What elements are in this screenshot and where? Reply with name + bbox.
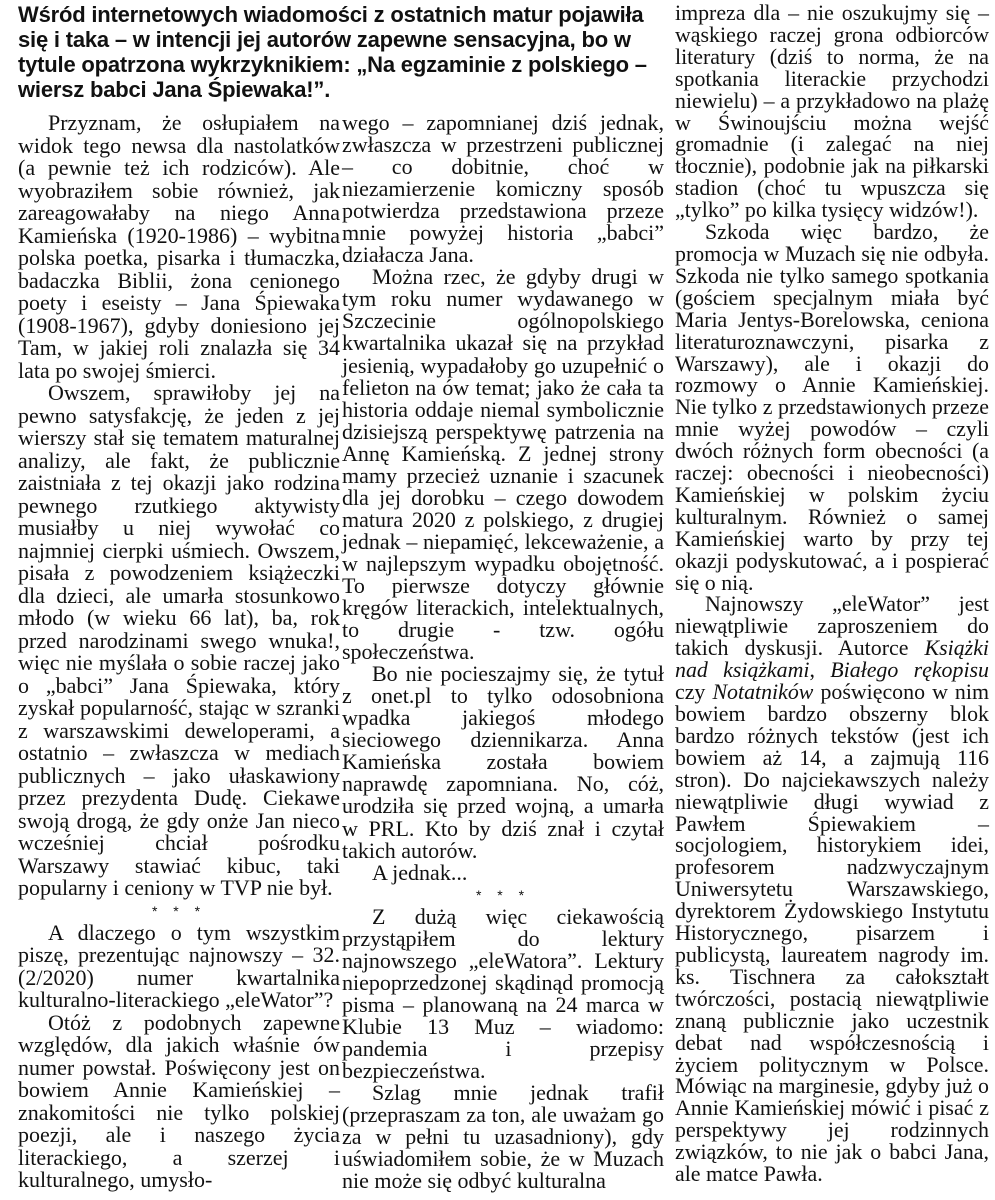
book-title: Białego rękopisu — [830, 657, 989, 683]
paragraph: Owszem, sprawiłoby jej na pewno satysfakcję, że jeden z jej wierszy stał się tematem maturalnej analizy, ale fakt, że publicznie zaistniała z tej okazji jako rodzina pewnego rzutkiego aktywisty musiałby u niej wywołać co najmniej cierpki uśmiech. Owszem, pisała z powodzeniem książeczki dla dzieci, ale umarła stosunkowo młodo (w wieku 66 lat), ba, rok przed narodzinami swego wnuka!, więc nie myślała o sobie raczej jako o „babci” Jana Śpiewaka, który zyskał popularność, stając w szranki z warszawskimi deweloperami, a ostatnio – zwłaszcza w mediach publicznych – jako ułaskawiony przez prezydenta Dudę. Ciekawe swoją drogą, że gdy onże Jan nieco wcześniej chciał pośrodku Warszawy stawiać kibuc, taki popularny i ceniony w TVP nie był. — [18, 380, 340, 900]
paragraph: A dlaczego o tym wszystkim piszę, prezentując najnowszy – 32. (2/2020) numer kwartalnika kulturalno-literackiego „eleWator”? — [18, 919, 340, 1012]
book-title: Notatników — [712, 679, 814, 705]
paragraph — [675, 591, 989, 1187]
paragraph-text: poświęcono w nim bowiem bardzo obszerny blok bardzo różnych tekstów (jest ich bowiem aż 14, a zajmują 116 stron). Do najciekawszych należy niewątpliwie długi wywiad z Pawłem Śpiewakiem – socjologiem, historykiem idei, profesorem nadzwyczajnym Uniwersytetu Warszawskiego, dyrektorem Żydowskiego Instytutu Historycznego, pisarzem i publicystą, laureatem nagrody im. ks. Tischnera za całokształt twórczości, postacią niewątpliwie znaną publicznie jako uczestnik debat nad współczesnością i życiem politycznym w Polsce. Mówiąc na marginesie, gdyby już o Annie Kamieńskiej mówić i pisać z perspektywy jej rodzinnych związków, to nie jak o babci Jana, ale matce Pawła. — [675, 679, 989, 1187]
paragraph-text: czy — [675, 679, 713, 705]
paragraph: Bo nie pocieszajmy się, że tytuł z onet.pl to tylko odosobniona wpadka jakiegoś młodego sieciowego dziennikarza. Anna Kamieńska została bowiem naprawdę zapomniana. No, cóż, urodziła się przed wojną, a umarła w PRL. Kto by dziś znał i czytał takich autorów. — [342, 661, 664, 863]
section-divider: * * * — [151, 902, 207, 919]
book-title: Książki nad książkami — [675, 635, 989, 683]
paragraph: Można rzec, że gdyby drugi w tym roku numer wydawanego w Szczecinie ogólnopolskiego kwartalnika ukazał się na przykład jesienią, wypadałoby go uzupełnić o felieton na ów temat; jako że cała ta historia oddaje niemal symbolicznie dzisiejszą perspektywę patrzenia na Annę Kamieńską. Z jednej strony mamy przecież uznanie i szacunek dla jej dorobku – czego dowodem matura 2020 z polskiego, z drugiej jednak – niepamięć, lekceważenie, a w najlepszym wypadku obojętność. To pierwsze dotyczy głównie kręgów literackich, intelektualnych, to drugie - tzw. ogółu społeczeństwa. — [342, 264, 664, 665]
paragraph: wego – zapomnianej dziś jednak, zwłaszcza w przestrzeni publicznej – co dobitnie, choć w niezamierzenie komiczny sposób potwierdza przedstawiona przeze mnie powyżej historia „babci” działacza Jana. — [342, 110, 664, 268]
paragraph: Z dużą więc ciekawością przystąpiłem do lektury najnowszego „eleWatora”. Lektury niepoprzedzonej skądinąd promocją pisma – planowaną na 24 marca w Klubie 13 Muz – wiadomo: pandemia i przepisy bezpieczeństwa. — [342, 903, 664, 1083]
paragraph: Szlag mnie jednak trafił (przepraszam za ton, ale uważam go za w pełni tu uzasadniony), gdy uświadomiłem sobie, że w Muzach nie może się odbyć kulturalna — [342, 1080, 664, 1194]
paragraph: Przyznam, że osłupiałem na widok tego newsa dla nastolatków (a pewnie też ich rodziców). Ale wyobraziłem sobie również, jak zareagowałaby na niego Anna Kamieńska (1920-1986) – wybitna polska poetka, pisarka i tłumaczka, badaczka Biblii, żona cenionego poety i eseisty – Jana Śpiewaka (1908-1967), gdyby doniesiono jej Tam, w jakiej roli znalazła się 34 lata po swojej śmierci. — [18, 110, 340, 383]
paragraph: Otóż z podobnych zapewne względów, dla jakich właśnie ów numer powstał. Poświęcony jest on bowiem Annie Kamieńskiej – znakomitości nie tylko polskiej poezji, ale i naszego życia literackiego, a szerzej i kulturalnego, umysło- — [18, 1009, 340, 1192]
text-column-3 — [675, 2, 989, 1185]
paragraph-text: , — [809, 657, 831, 683]
paragraph: impreza dla – nie oszukujmy się – wąskiego raczej grona odbiorców literatury (dziś to norma, że na spotkania literackie przychodzi niewielu) – a przykładowo na plażę w Świnoujściu można wejść gromadnie (i zalegać na niej tłocznie), podobnie jak na piłkarski stadion (choć tu wpuszcza się „tylko” po kilka tysięcy widzów!). — [675, 0, 989, 223]
text-column-1 — [18, 112, 340, 1192]
paragraph: A jednak... — [372, 859, 468, 885]
paragraph: Szkoda więc bardzo, że promocja w Muzach się nie odbyła. Szkoda nie tylko samego spotkania (gościem specjalnym miała być Maria Jentys-Borelowska, ceniona literaturoznawczyni, pisarka z Warszawy), ale i okazji do rozmowy o Annie Kamieńskiej. Nie tylko z przedstawionych przeze mnie wyżej powodów – czyli dwóch różnych form obecności (a raczej: obecności i nieobecności) Kamieńskiej w polskim życiu kulturalnym. Również o samej Kamieńskiej warto by przy tej okazji podyskutować, a i pospierać się o nią. — [675, 219, 989, 595]
article-lead: Wśród internetowych wiadomości z ostatnich matur pojawiła się i taka – w intencji jej autorów zapewne sensacyjna, bo w tytule opatrzona wykrzyknikiem: „Na egzaminie z polskiego – wiersz babci Jana Śpiewaka!”. — [18, 2, 647, 102]
text-column-2 — [342, 112, 664, 1192]
section-divider: * * * — [475, 886, 531, 903]
paragraph-text: Najnowszy „eleWator” jest niewątpliwie zaproszeniem do takich dyskusji. Autorce — [675, 591, 989, 661]
